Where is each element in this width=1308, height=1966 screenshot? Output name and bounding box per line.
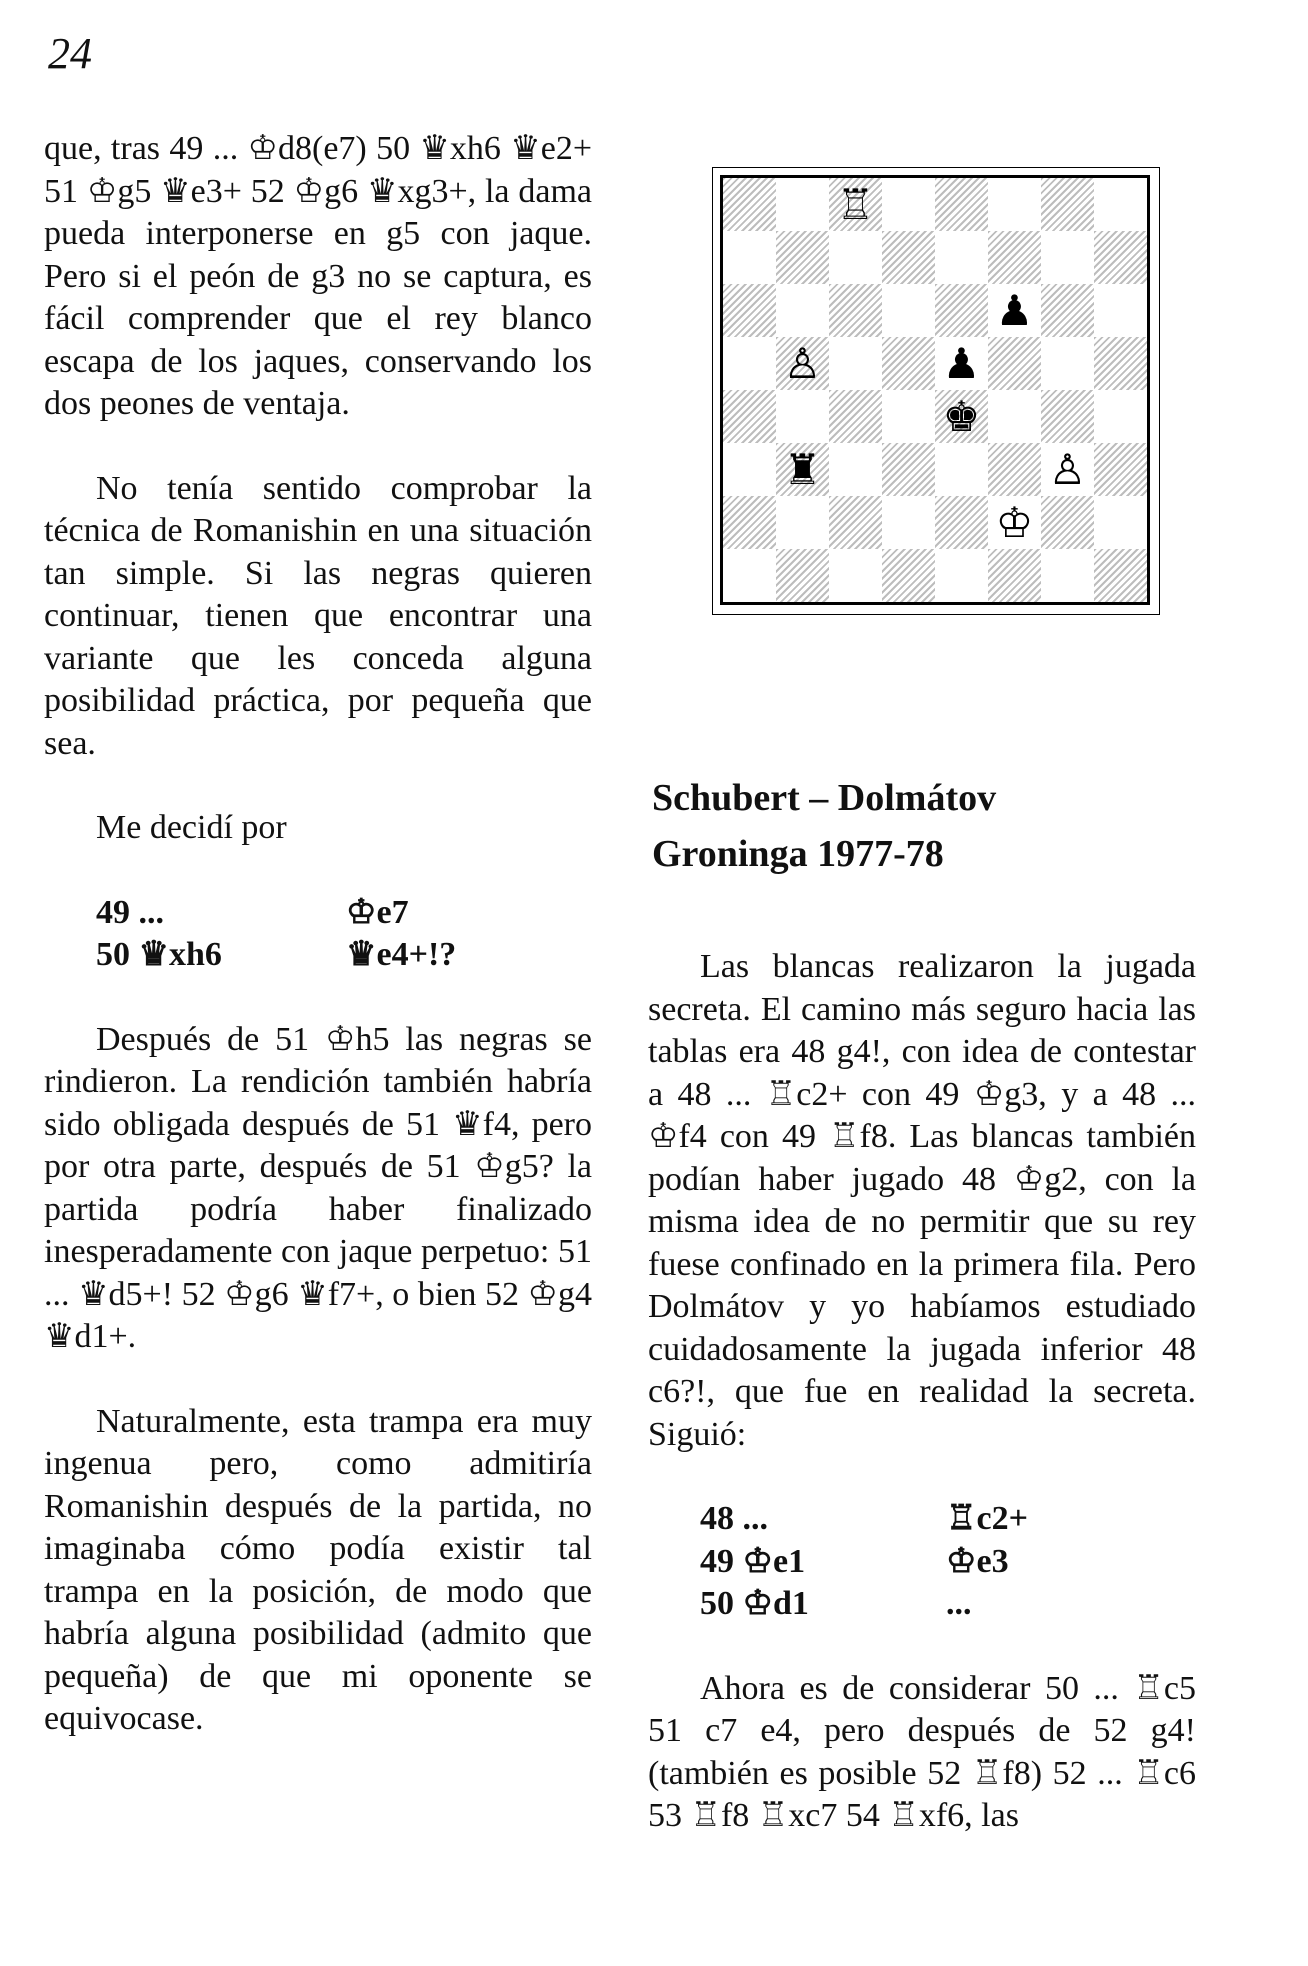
left-paragraph-3: Me decidí por: [96, 809, 287, 846]
square-h6: [1094, 284, 1147, 337]
square-h8: [1094, 178, 1147, 231]
chess-piece-b3: ♜: [783, 444, 822, 494]
move-list-left: [96, 892, 592, 977]
square-h1: [1094, 549, 1147, 602]
left-paragraph-5: Naturalmente, esta trampa era muy ingenua pero, como admitiría Romanishin después de la partida, no imaginaba cómo podía existir tal trampa en la posición, de modo que habría alguna posibilidad (admito que pequeña) de que mi oponente se equivocase.: [44, 1402, 592, 1737]
square-d4: [882, 390, 935, 443]
square-g1: [1041, 549, 1094, 602]
square-a6: [723, 284, 776, 337]
square-e8: [935, 178, 988, 231]
square-c2: [829, 496, 882, 549]
square-c4: [829, 390, 882, 443]
square-f7: [988, 231, 1041, 284]
square-e2: [935, 496, 988, 549]
square-g7: [1041, 231, 1094, 284]
square-b8: [776, 178, 829, 231]
move-black: ♔e3: [946, 1542, 1009, 1580]
move-black: ♖c2+: [946, 1500, 1028, 1537]
square-d1: [882, 549, 935, 602]
chess-piece-b5: ♙: [783, 338, 822, 388]
square-b7: [776, 231, 829, 284]
game-players: Schubert – Dolmátov: [652, 777, 997, 819]
left-paragraph-2: No tenía sentido comprobar la técnica de Romanishin en una situación tan simple. Si las negras quieren continuar, tienen que encontrar una variante que les conceda alguna posibilidad práctica, por pequeña que sea.: [44, 469, 592, 762]
square-f5: [988, 337, 1041, 390]
square-a7: [723, 231, 776, 284]
page-number: 24: [48, 29, 92, 78]
right-paragraph-2: Ahora es de considerar 50 ... ♖c5 51 c7 e4, pero después de 52 g4! (también es posible 52 ♖f8) 52 ... ♖c6 53 ♖f8 ♖xc7 54 ♖xf6, las: [648, 1669, 1196, 1834]
chess-diagram: [720, 175, 1150, 605]
move-list-right: [700, 1498, 1196, 1626]
square-f6: [988, 284, 1041, 337]
square-e3: [935, 443, 988, 496]
left-paragraph-1: que, tras 49 ... ♔d8(e7) 50 ♛xh6 ♛e2+ 51 ♔g5 ♛e3+ 52 ♔g6 ♛xg3+, la dama pueda interponerse en g5 con jaque. Pero si el peón de g3 no se captura, es fácil comprender que el rey blanco escapa de los jaques, conservando los dos peones de ventaja.: [44, 130, 592, 422]
move-row: [700, 1541, 1196, 1584]
square-d2: [882, 496, 935, 549]
move-row: [700, 1498, 1196, 1541]
square-c3: [829, 443, 882, 496]
square-e7: [935, 231, 988, 284]
square-f8: [988, 178, 1041, 231]
right-column: [648, 946, 1196, 1838]
game-event: Groninga 1977-78: [652, 833, 944, 875]
square-d8: [882, 178, 935, 231]
square-e5: [935, 337, 988, 390]
move-black: ...: [946, 1585, 972, 1622]
move-row: [96, 892, 592, 935]
square-g6: [1041, 284, 1094, 337]
chess-piece-e4: ♚: [942, 391, 981, 441]
square-f1: [988, 549, 1041, 602]
square-c6: [829, 284, 882, 337]
square-b5: [776, 337, 829, 390]
square-a1: [723, 549, 776, 602]
move-white: 48 ...: [700, 1500, 768, 1537]
game-heading: [652, 770, 996, 882]
square-d6: [882, 284, 935, 337]
square-e1: [935, 549, 988, 602]
move-white: 50 ♔d1: [700, 1585, 809, 1622]
square-a5: [723, 337, 776, 390]
square-c1: [829, 549, 882, 602]
chess-piece-e5: ♟: [942, 338, 981, 388]
chess-piece-f6: ♟: [995, 285, 1034, 335]
square-b6: [776, 284, 829, 337]
square-g8: [1041, 178, 1094, 231]
chess-piece-g3: ♙: [1048, 444, 1087, 494]
move-black: ♔e7: [346, 893, 409, 931]
square-g5: [1041, 337, 1094, 390]
square-h3: [1094, 443, 1147, 496]
left-paragraph-4: Después de 51 ♔h5 las negras se rindieron. La rendición también habría sido obligada después de 51 ♛f4, pero por otra parte, después de 51 ♔g5? la partida podría haber finalizado inesperadamente con jaque perpetuo: 51 ... ♛d5+! 52 ♔g6 ♛f7+, o bien 52 ♔g4 ♛d1+.: [44, 1020, 592, 1355]
square-b1: [776, 549, 829, 602]
square-c5: [829, 337, 882, 390]
move-row: [700, 1583, 1196, 1626]
move-row: [96, 934, 592, 977]
square-a4: [723, 390, 776, 443]
square-g2: [1041, 496, 1094, 549]
square-h7: [1094, 231, 1147, 284]
square-d7: [882, 231, 935, 284]
chess-piece-c8: ♖: [836, 179, 875, 229]
square-g4: [1041, 390, 1094, 443]
square-g3: [1041, 443, 1094, 496]
square-e6: [935, 284, 988, 337]
square-b3: [776, 443, 829, 496]
square-c7: [829, 231, 882, 284]
square-b4: [776, 390, 829, 443]
square-h2: [1094, 496, 1147, 549]
move-white: 49 ♔e1: [700, 1542, 806, 1580]
square-a3: [723, 443, 776, 496]
square-h4: [1094, 390, 1147, 443]
move-white: 49 ...: [96, 893, 164, 931]
square-d3: [882, 443, 935, 496]
right-paragraph-1: Las blancas realizaron la jugada secreta. El camino más seguro hacia las tablas era 48 g4!, con idea de contestar a 48 ... ♖c2+ con 49 ♔g3, y a 48 ... ♔f4 con 49 ♖f8. Las blancas también podían haber jugado 48 ♔g2, con la misma idea de no permitir que su rey fuese confinado en la primera fila. Pero Dolmátov y yo habíamos estudiado cuidadosamente la jugada inferior 48 c6?!, que fue en realidad la secreta. Siguió:: [648, 948, 1196, 1453]
move-white: 50 ♛xh6: [96, 936, 222, 973]
move-black: ♛e4+!?: [346, 936, 457, 973]
square-d5: [882, 337, 935, 390]
square-a2: [723, 496, 776, 549]
square-c8: [829, 178, 882, 231]
square-e4: [935, 390, 988, 443]
square-f3: [988, 443, 1041, 496]
square-h5: [1094, 337, 1147, 390]
square-b2: [776, 496, 829, 549]
square-f4: [988, 390, 1041, 443]
square-a8: [723, 178, 776, 231]
chess-piece-f2: ♔: [995, 497, 1034, 547]
square-f2: [988, 496, 1041, 549]
left-column: [44, 128, 592, 1741]
